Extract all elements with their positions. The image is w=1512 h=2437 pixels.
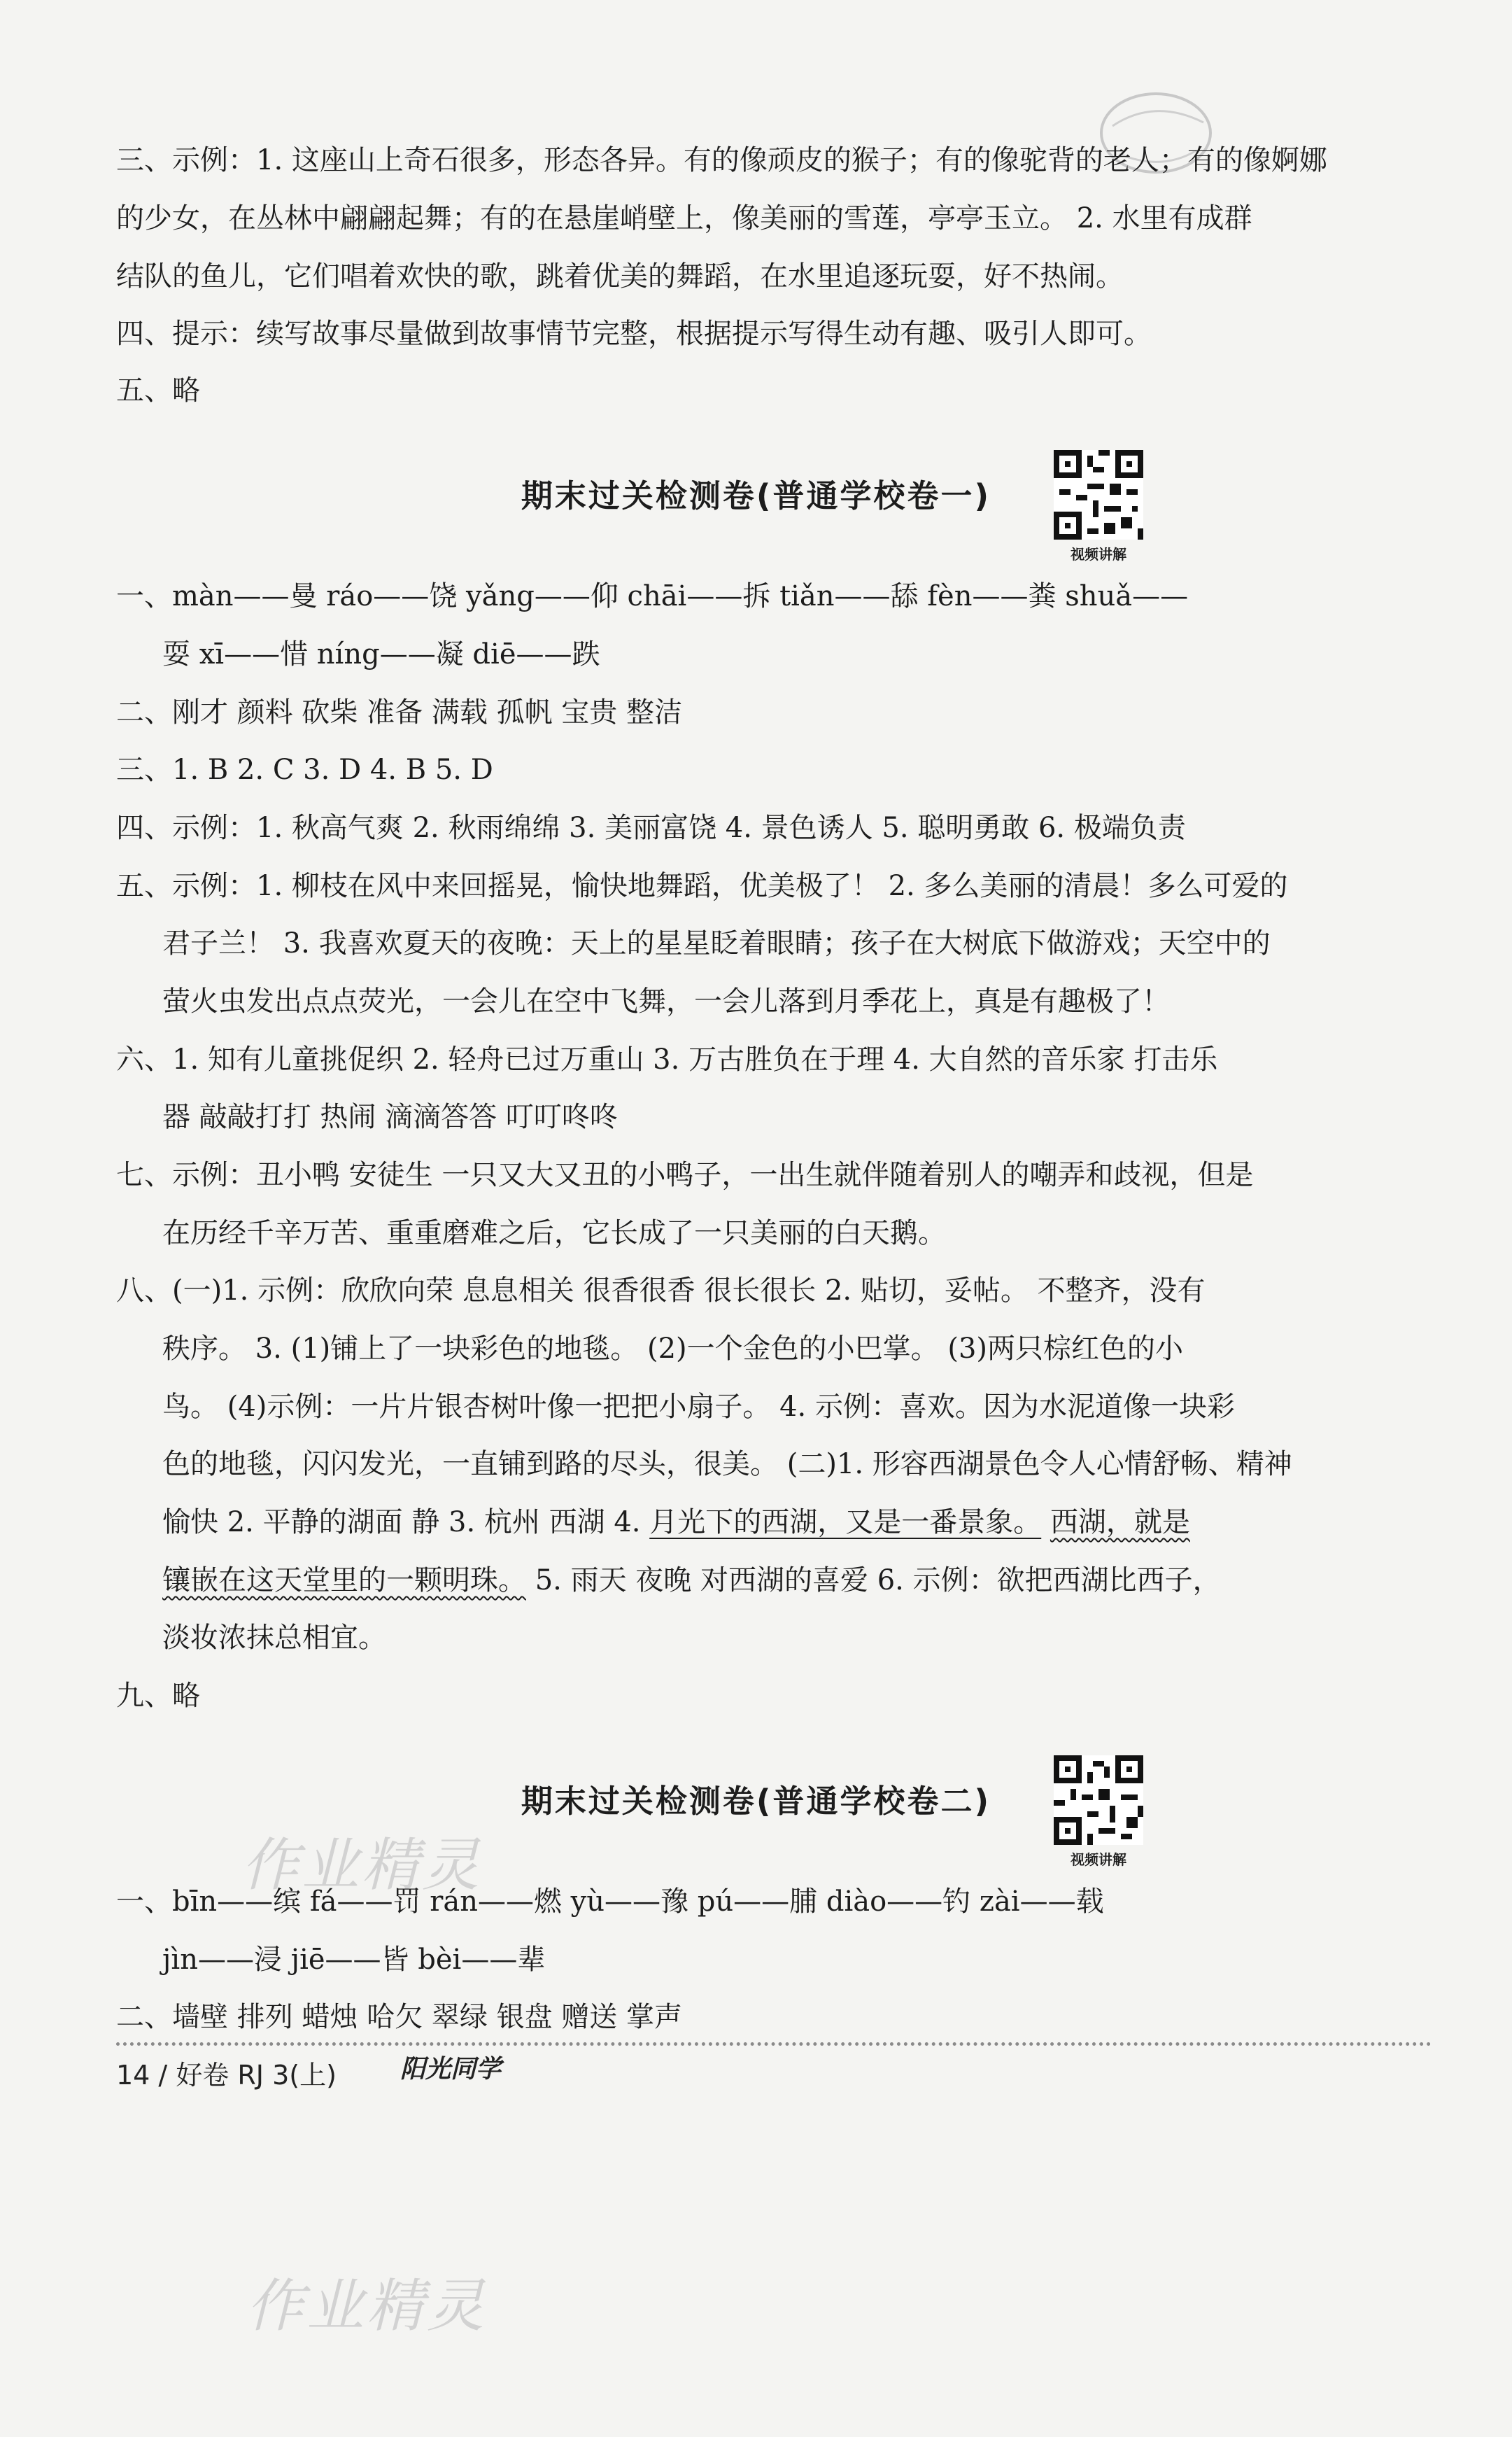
- qr-code-icon: [1054, 450, 1143, 540]
- section-title: 期末过关检测卷(普通学校卷一): [521, 477, 991, 514]
- footer-divider: [116, 2042, 1432, 2046]
- answer-line: 耍 xī——惜 níng——凝 diē——跌: [162, 638, 600, 670]
- page-number: 14 / 好卷 RJ 3(上): [116, 2060, 337, 2091]
- answer-line: 色的地毯，闪闪发光，一直铺到路的尽头，很美。 (二)1. 形容西湖景色令人心情舒畅、精神: [162, 1448, 1292, 1480]
- wavy-underlined-sentence: 镶嵌在这天堂里的一颗明珠。: [162, 1564, 526, 1596]
- underlined-sentence: 月光下的西湖，又是一番景象。: [649, 1506, 1042, 1538]
- answer-line: 四、示例：1. 秋高气爽 2. 秋雨绵绵 3. 美丽富饶 4. 景色诱人 5. 聪明勇敢 6. 极端负责: [116, 812, 1186, 844]
- answer-line: 五、示例：1. 柳枝在风中来回摇晃，愉快地舞蹈，优美极了！ 2. 多么美丽的清晨！多么可爱的: [116, 870, 1288, 902]
- answer-line: 六、1. 知有儿童挑促织 2. 轻舟已过万重山 3. 万古胜负在于理 4. 大自然的音乐家 打击乐: [116, 1044, 1218, 1076]
- answer-line: 三、1. B 2. C 3. D 4. B 5. D: [116, 754, 493, 786]
- answer-line: 二、刚才 颜料 砍柴 准备 满载 孤帆 宝贵 整洁: [116, 696, 683, 729]
- brand-logo: 阳光同学: [400, 2055, 502, 2084]
- answer-text: 5. 雨天 夜晚 对西湖的喜爱 6. 示例：欲把西湖比西子，: [526, 1564, 1221, 1596]
- answer-line: 一、bīn——缤 fá——罚 rán——燃 yù——豫 pú——脯 diào——钓 zài——载: [116, 1885, 1104, 1918]
- answer-line: jìn——浸 jiē——皆 bèi——辈: [162, 1944, 546, 1976]
- answer-text: 愉快 2. 平静的湖面 静 3. 杭州 西湖 4.: [162, 1506, 650, 1538]
- answer-line: [162, 1559, 1478, 1601]
- answer-line: 鸟。 (4)示例：一片片银杏树叶像一把把小扇子。 4. 示例：喜欢。因为水泥道像一块彩: [162, 1391, 1235, 1423]
- qr-label: 视频讲解: [1071, 1851, 1126, 1868]
- watermark: 作业精灵: [241, 1832, 482, 1899]
- answer-line: 七、示例：丑小鸭 安徒生 一只又大又丑的小鸭子，一出生就伴随着别人的嘲弄和歧视，但是: [116, 1159, 1254, 1191]
- answer-line: 九、略: [116, 1680, 200, 1712]
- answer-line: 在历经千辛万苦、重重磨难之后，它长成了一只美丽的白天鹅。: [162, 1217, 946, 1249]
- answer-line: 一、màn——曼 ráo——饶 yǎng——仰 chāi——拆 tiǎn——舔 fèn——粪 shuǎ——: [116, 580, 1189, 612]
- wavy-underlined-sentence: 西湖，就是: [1050, 1506, 1190, 1538]
- answer-line: 秩序。 3. (1)铺上了一块彩色的地毯。 (2)一个金色的小巴掌。 (3)两只棕红色的小: [162, 1333, 1184, 1365]
- answer-line: 五、略: [116, 374, 200, 407]
- answer-line: 淡妆浓抹总相宜。: [162, 1622, 386, 1654]
- answer-line: 的少女，在丛林中翩翩起舞；有的在悬崖峭壁上，像美丽的雪莲，亭亭玉立。 2. 水里有成群: [116, 202, 1252, 234]
- section-title: 期末过关检测卷(普通学校卷二): [521, 1783, 991, 1820]
- answer-line: 三、示例：1. 这座山上奇石很多，形态各异。有的像顽皮的猴子；有的像驼背的老人；有的像婀娜: [116, 144, 1327, 176]
- answer-line: 结队的鱼儿，它们唱着欢快的歌，跳着优美的舞蹈，在水里追逐玩耍，好不热闹。: [116, 260, 1124, 293]
- answer-line: 八、(一)1. 示例：欣欣向荣 息息相关 很香很香 很长很长 2. 贴切，妥帖。 不整齐，没有: [116, 1274, 1206, 1307]
- qr-label: 视频讲解: [1071, 546, 1126, 563]
- qr-code-icon: [1054, 1755, 1143, 1845]
- answer-line: 二、墙壁 排列 蜡烛 哈欠 翠绿 银盘 赠送 掌声: [116, 2001, 683, 2033]
- answer-line: 四、提示：续写故事尽量做到故事情节完整，根据提示写得生动有趣、吸引人即可。: [116, 318, 1152, 350]
- answer-line: 萤火虫发出点点荧光，一会儿在空中飞舞，一会儿落到月季花上，真是有趣极了！: [162, 985, 1170, 1018]
- answer-line: 君子兰！ 3. 我喜欢夏天的夜晚：天上的星星眨着眼睛；孩子在大树底下做游戏；天空中的: [162, 927, 1271, 960]
- watermark: 作业精灵: [246, 2273, 487, 2340]
- answer-line: [162, 1501, 1478, 1543]
- answer-text: [1041, 1506, 1050, 1538]
- answer-line: 器 敲敲打打 热闹 滴滴答答 叮叮咚咚: [162, 1101, 618, 1133]
